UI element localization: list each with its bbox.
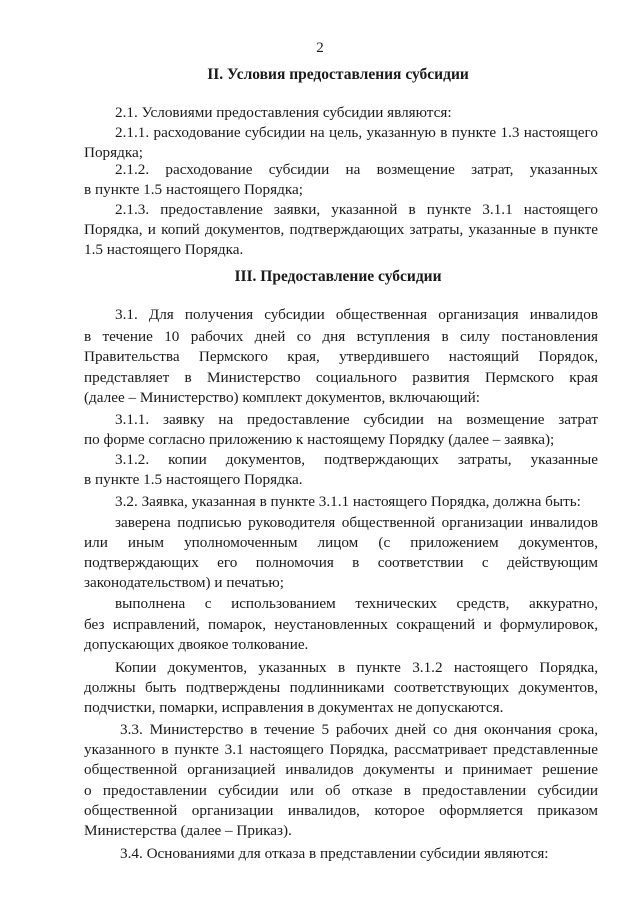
- section-3-heading: III. Предоставление субсидии: [234, 268, 442, 285]
- text-line: в пункте 1.5 настоящего Порядка.: [84, 471, 303, 488]
- section-2-heading: II. Условия предоставления субсидии: [207, 66, 469, 83]
- text-line: 3.4. Основаниями для отказа в представлении субсидии являются:: [120, 845, 549, 862]
- text-line: 2.1. Условиями предоставления субсидии являются:: [115, 104, 452, 121]
- text-line: 2.1.2. расходование субсидии на возмещение затрат, указанных: [115, 161, 598, 178]
- text-line: законодательством) и печатью;: [84, 574, 284, 591]
- page-number: 2: [316, 40, 324, 56]
- text-line: или иным уполномоченным лицом (с приложением документов,: [84, 534, 598, 551]
- text-line: подтверждающих его полномочия в соответствии с действующим: [84, 554, 598, 571]
- text-line: общественной организации инвалидов, которое оформляется приказом: [84, 802, 598, 819]
- text-line: подчистки, помарки, исправления в документах не допускаются.: [84, 699, 504, 716]
- text-line: Копии документов, указанных в пункте 3.1.2 настоящего Порядка,: [115, 659, 598, 676]
- text-line: 3.1.1. заявку на предоставление субсидии на возмещение затрат: [115, 411, 598, 428]
- text-line: 2.1.3. предоставление заявки, указанной в пункте 3.1.1 настоящего: [115, 201, 598, 218]
- text-line: 1.5 настоящего Порядка.: [84, 241, 244, 258]
- text-line: 3.2. Заявка, указанная в пункте 3.1.1 настоящего Порядка, должна быть:: [115, 493, 581, 510]
- text-line: Порядка;: [84, 144, 143, 161]
- text-line: о предоставлении субсидии или об отказе в предоставлении субсидии: [84, 782, 598, 799]
- text-line: в пункте 1.5 настоящего Порядка;: [84, 181, 303, 198]
- text-line: без исправлений, помарок, неустановленных сокращений и формулировок,: [84, 616, 598, 633]
- text-line: по форме согласно приложению к настоящему Порядку (далее – заявка);: [84, 431, 555, 448]
- text-line: выполнена с использованием технических средств, аккуратно,: [115, 595, 598, 612]
- text-line: допускающих двоякое толкование.: [84, 636, 309, 653]
- text-line: должны быть подтверждены подлинниками соответствующих документов,: [84, 679, 598, 696]
- text-line: указанного в пункте 3.1 настоящего Порядка, рассматривает представленные: [84, 741, 598, 758]
- text-line: 3.1. Для получения субсидии общественная организация инвалидов: [115, 306, 598, 323]
- text-line: в течение 10 рабочих дней со дня вступления в силу постановления: [84, 328, 598, 345]
- text-line: 3.3. Министерство в течение 5 рабочих дней со дня окончания срока,: [120, 721, 598, 738]
- text-line: заверена подписью руководителя общественной организации инвалидов: [115, 514, 598, 531]
- text-line: (далее – Министерство) комплект документов, включающий:: [84, 389, 480, 406]
- text-line: Министерства (далее – Приказ).: [84, 822, 292, 839]
- text-line: представляет в Министерство социального развития Пермского края: [84, 369, 598, 386]
- text-line: 2.1.1. расходование субсидии на цель, указанную в пункте 1.3 настоящего: [115, 124, 598, 141]
- text-line: Порядка, и копий документов, подтверждающих затраты, указанные в пункте: [84, 221, 598, 238]
- text-line: 3.1.2. копии документов, подтверждающих затраты, указанные: [115, 451, 598, 468]
- text-line: общественной организацией инвалидов документы и принимает решение: [84, 761, 598, 778]
- text-line: Правительства Пермского края, утвердившего настоящий Порядок,: [84, 348, 598, 365]
